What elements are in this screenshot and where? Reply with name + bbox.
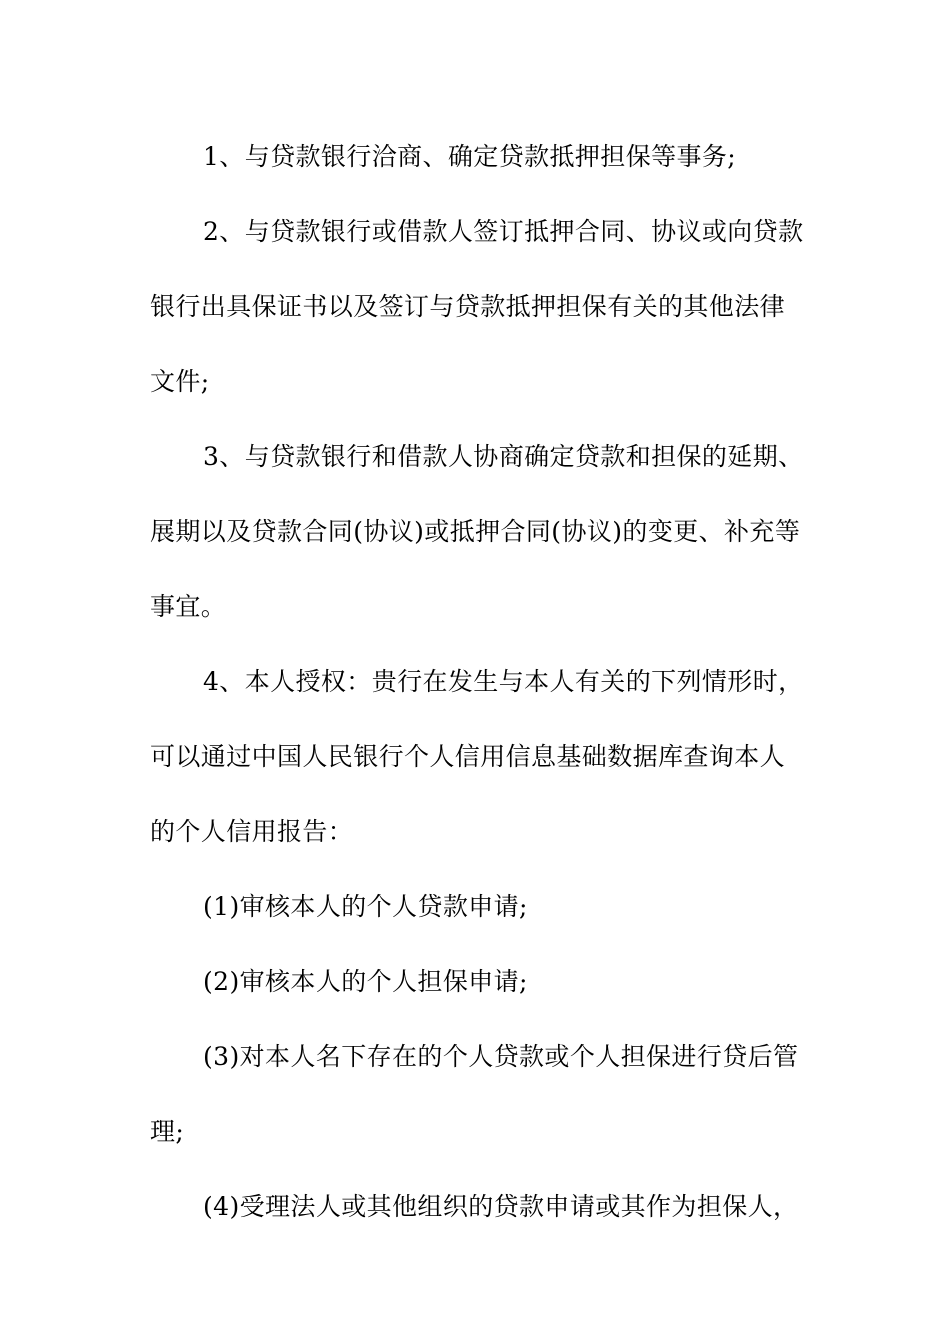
paragraph-subitem-2: (2)审核本人的个人担保申请; — [203, 967, 528, 996]
paragraph-authorization: 4、本人授权：贵行在发生与本人有关的下列情形时，可以通过中国人民银行个人信用信息基础数据库查询本人的个人信用报告： — [150, 667, 804, 846]
paragraph-subitem-1: (1)审核本人的个人贷款申请; — [203, 892, 528, 921]
paragraph-subitem-4: (4)受理法人或其他组织的贷款申请或其作为担保人， — [203, 1192, 799, 1221]
document-body — [150, 119, 805, 1244]
paragraph-item-2: 2、与贷款银行或借款人签订抵押合同、协议或向贷款银行出具保证书以及签订与贷款抵押担保有关的其他法律文件; — [150, 217, 804, 396]
paragraph-subitem-3: (3)对本人名下存在的个人贷款或个人担保进行贷后管理; — [150, 1042, 799, 1146]
paragraph-item-1: 1、与贷款银行洽商、确定贷款抵押担保等事务; — [203, 142, 737, 171]
paragraph-item-3: 3、与贷款银行和借款人协商确定贷款和担保的延期、展期以及贷款合同(协议)或抵押合同(协议)的变更、补充等事宜。 — [150, 442, 804, 621]
